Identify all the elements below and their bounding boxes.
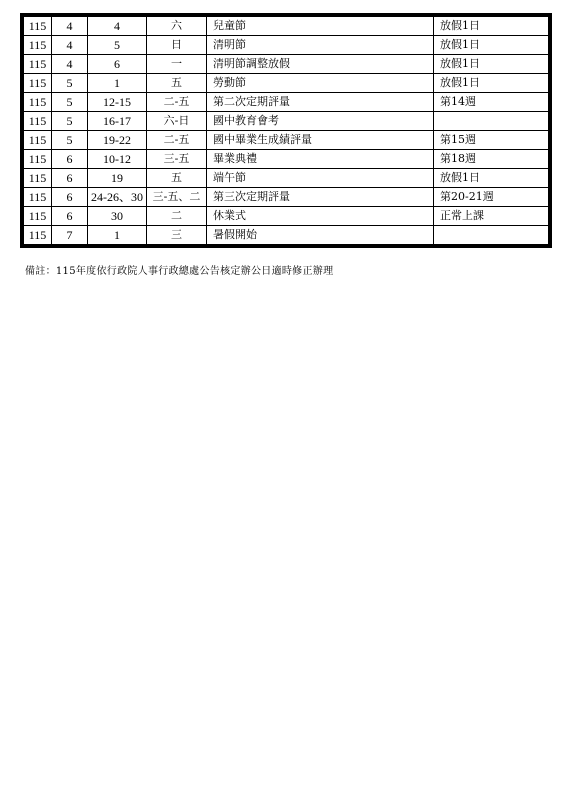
table-row [24,36,549,55]
day-cell: 6 [88,55,147,74]
year-cell: 115 [24,93,52,112]
weekday-cell: 二-五 [147,93,207,112]
calendar-grid [23,16,549,245]
day-cell: 12-15 [88,93,147,112]
table-row [24,74,549,93]
table-row [24,112,549,131]
event-cell: 畢業典禮 [207,150,434,169]
event-cell: 暑假開始 [207,226,434,245]
month-cell: 5 [52,93,88,112]
note-cell: 放假1日 [434,169,549,188]
note-cell: 正常上課 [434,207,549,226]
calendar-body [24,17,549,245]
table-row [24,93,549,112]
year-cell: 115 [24,131,52,150]
weekday-cell: 一 [147,55,207,74]
table-row [24,169,549,188]
day-cell: 24-26、30 [88,188,147,207]
weekday-cell: 日 [147,36,207,55]
event-cell: 勞動節 [207,74,434,93]
month-cell: 7 [52,226,88,245]
year-cell: 115 [24,169,52,188]
note-cell [434,112,549,131]
note-cell: 放假1日 [434,36,549,55]
month-cell: 5 [52,74,88,93]
month-cell: 6 [52,150,88,169]
year-cell: 115 [24,112,52,131]
month-cell: 6 [52,207,88,226]
event-cell: 第二次定期評量 [207,93,434,112]
weekday-cell: 二 [147,207,207,226]
weekday-cell: 六-日 [147,112,207,131]
weekday-cell: 二-五 [147,131,207,150]
note-cell: 放假1日 [434,17,549,36]
weekday-cell: 三-五 [147,150,207,169]
table-row [24,226,549,245]
month-cell: 5 [52,112,88,131]
footnote: 備註：115年度依行政院人事行政總處公告核定辦公日適時修正辦理 [25,266,334,277]
day-cell: 10-12 [88,150,147,169]
month-cell: 6 [52,169,88,188]
note-cell [434,226,549,245]
day-cell: 16-17 [88,112,147,131]
weekday-cell: 五 [147,169,207,188]
year-cell: 115 [24,207,52,226]
note-cell: 第14週 [434,93,549,112]
table-row [24,55,549,74]
table-row [24,150,549,169]
note-cell: 第18週 [434,150,549,169]
event-cell: 休業式 [207,207,434,226]
weekday-cell: 五 [147,74,207,93]
event-cell: 兒童節 [207,17,434,36]
weekday-cell: 六 [147,17,207,36]
year-cell: 115 [24,188,52,207]
day-cell: 5 [88,36,147,55]
year-cell: 115 [24,150,52,169]
event-cell: 國中教育會考 [207,112,434,131]
year-cell: 115 [24,74,52,93]
note-cell: 第15週 [434,131,549,150]
event-cell: 清明節 [207,36,434,55]
event-cell: 國中畢業生成績評量 [207,131,434,150]
day-cell: 1 [88,74,147,93]
month-cell: 4 [52,55,88,74]
weekday-cell: 三 [147,226,207,245]
table-row [24,17,549,36]
day-cell: 19 [88,169,147,188]
year-cell: 115 [24,17,52,36]
note-cell: 放假1日 [434,55,549,74]
year-cell: 115 [24,36,52,55]
note-cell: 放假1日 [434,74,549,93]
day-cell: 4 [88,17,147,36]
event-cell: 第三次定期評量 [207,188,434,207]
month-cell: 5 [52,131,88,150]
event-cell: 端午節 [207,169,434,188]
day-cell: 30 [88,207,147,226]
year-cell: 115 [24,226,52,245]
note-cell: 第20-21週 [434,188,549,207]
day-cell: 1 [88,226,147,245]
table-row [24,188,549,207]
year-cell: 115 [24,55,52,74]
weekday-cell: 三-五、二 [147,188,207,207]
table-row [24,207,549,226]
table-row [24,131,549,150]
month-cell: 4 [52,36,88,55]
month-cell: 4 [52,17,88,36]
event-cell: 清明節調整放假 [207,55,434,74]
day-cell: 19-22 [88,131,147,150]
school-calendar-table [20,13,552,248]
month-cell: 6 [52,188,88,207]
